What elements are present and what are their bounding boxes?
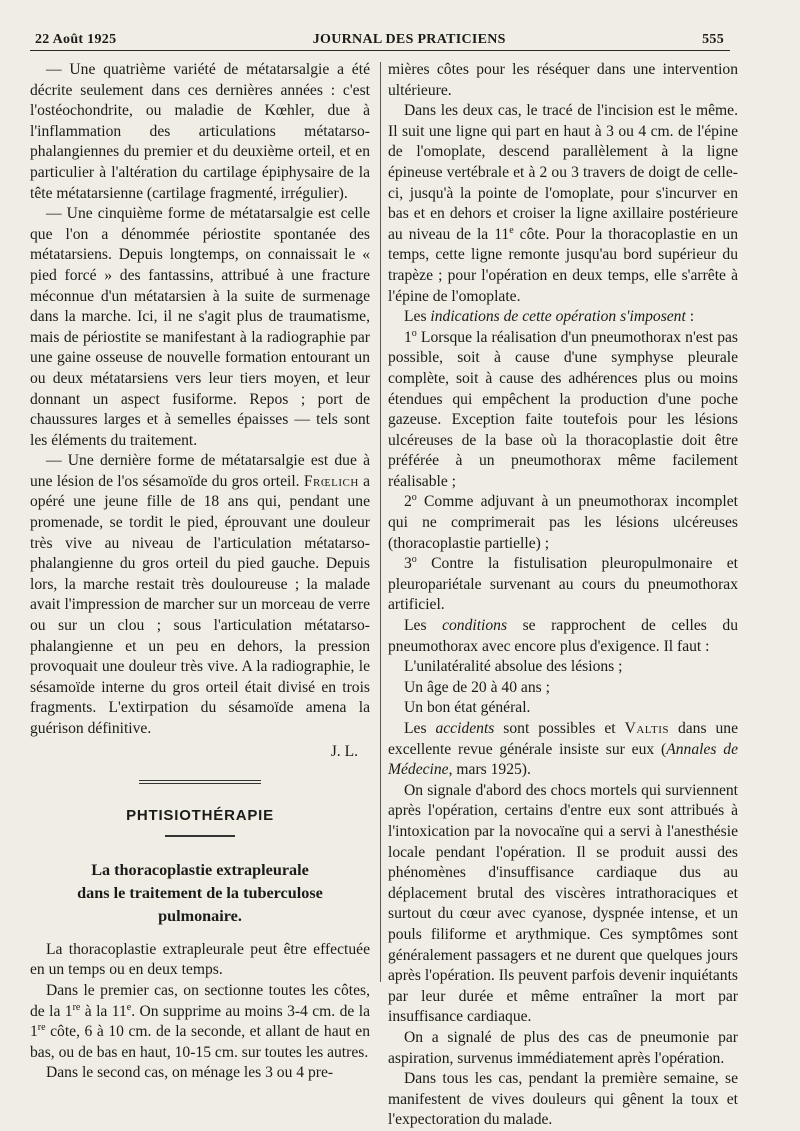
section-heading: PHTISIOTHÉRAPIE: [126, 807, 274, 825]
article-title-line-1: La thoracoplastie extrapleurale: [91, 860, 309, 879]
indication-item-3: [388, 554, 738, 616]
conditions-lead: Les: [404, 617, 427, 635]
paragraph-douleurs: Dans tous les cas, pendant la première semaine, se manifestent de vives douleurs qui gênent la toux et l'expectoration du malade.: [388, 1070, 738, 1129]
superscript-o-3: o: [411, 554, 417, 566]
indication-text-3: Contre la fistulisation pleuropulmonaire et pleuropariétale survenant au cours du pneumothorax artificiel.: [388, 555, 738, 614]
paragraph-continuation: mières côtes pour les réséquer dans une intervention ultérieure.: [388, 61, 738, 99]
article-title: [30, 859, 370, 928]
header-journal-title: JOURNAL DES PRATICIENS: [312, 32, 506, 47]
accidents-lead: Les: [404, 720, 427, 737]
accidents-text-3: , mars 1925).: [448, 761, 531, 779]
accidents-emphasis: accidents: [435, 720, 495, 737]
sesamoide-text-start: — Une dernière forme de métatarsalgie est due à une lésion de l'os sésamoïde du gros orteil.: [30, 452, 370, 490]
indication-number-3: 3: [404, 555, 412, 573]
incision-text-2: côte. Pour la thoracoplastie en un temps, cette ligne remonte jusqu'au bord supérieur du trapèze ; pour l'opération en deux temps, elle s'arrête à l'épine de l'omoplate.: [388, 225, 738, 305]
premier-cas-text-2: à la 11: [80, 1002, 127, 1020]
premier-cas-text-4: côte, 6 à 10 cm. de la seconde, et allant de haut en bas, ou de bas en haut, 10-15 cm. sur toutes les autres.: [30, 1023, 370, 1061]
left-column: [30, 60, 370, 1084]
superscript-e: e: [126, 1001, 132, 1013]
superscript-re: re: [72, 1001, 81, 1013]
paragraph-premier-cas: [30, 981, 370, 1063]
premier-cas-text-1: Dans le premier cas, on sectionne toutes les côtes, de la 1: [30, 981, 370, 1020]
article-intro: La thoracoplastie extrapleurale peut être effectuée en un temps ou en deux temps.: [30, 940, 370, 979]
author-name-froelich: Frœlich: [303, 472, 359, 490]
indication-number-1: 1: [404, 328, 412, 346]
indications-lead: Les: [404, 308, 427, 326]
section-divider-rule: [139, 780, 261, 784]
premier-cas-text-3: . On supprime au moins 3-4 cm. de la 1: [30, 1002, 370, 1041]
author-name-valtis: Valtis: [624, 720, 669, 737]
condition-item-3: Un bon état général.: [404, 699, 531, 717]
header-date: 22 Août 1925: [35, 32, 117, 47]
conditions-text: se rapprochent de celles du pneumothorax avec encore plus d'exigence. Il faut :: [388, 617, 738, 655]
indication-text-2: Comme adjuvant à un pneumothorax incomplet qui ne comprimerait pas les lésions ulcéreuses (thoracoplastie partielle) ;: [388, 493, 738, 552]
superscript-e-2: e: [509, 224, 514, 236]
paragraph-chocs: On signale d'abord des chocs mortels qui surviennent après l'opération, certains d'entre eux sont attribués à l'intoxication par la novocaïne qui a servi à l'anesthésie locale pendant l'opération. Il se produit aussi des phénomènes d'insuffisance cardiaque dus au déplacement brutal des viscères intrathoraciques et surtout du cœur avec cyanose, dyspnée intense, et un pouls filiforme et arythmique. Ces symptômes sont généralement passagers et ne durent que quelques jours après l'opération. Ils peuvent parfois devenir inquiétants par leur durée et même entraîner la mort par insuffisance cardiaque.: [388, 781, 738, 1026]
indications-colon: :: [685, 308, 695, 326]
right-column: [388, 60, 738, 1131]
article-title-line-2: dans le traitement de la tuberculose: [77, 883, 323, 902]
article-signature: J. L.: [330, 742, 358, 760]
paragraph-conditions: [388, 616, 738, 657]
running-header: [35, 30, 724, 50]
section-underline: [165, 835, 235, 837]
indication-item-1: [388, 328, 738, 493]
indication-text-1: Lorsque la réalisation d'un pneumothorax n'est pas possible, soit à cause d'une symphyse pleurale complète, soit à cause des adhérences plus ou moins étendues qui empêchent la production d'une poche gazeuse. Exception faite toutefois pour les lésions ulcéreuses de la base où la thoracoplastie doit être préférée à un pneumothorax même facilement réalisable ;: [388, 328, 738, 490]
paragraph-indications: [388, 307, 738, 328]
header-rule: [30, 50, 730, 51]
header-page-number: 555: [702, 32, 724, 47]
accidents-text-1: sont possibles et: [494, 720, 625, 737]
paragraph-pneumonie: On a signalé de plus des cas de pneumonie par aspiration, survenus immédiatement après l'opération.: [388, 1028, 738, 1067]
accidents-text-2: dans une excellente revue générale insiste sur eux (: [388, 720, 738, 758]
indications-emphasis: indications de cette opération s'imposent: [430, 308, 686, 326]
journal-reference: Annales de Médecine: [388, 740, 739, 779]
superscript-o-1: o: [411, 327, 417, 339]
condition-item-1: L'unilatéralité absolue des lésions ;: [404, 658, 623, 676]
article-title-line-3: pulmonaire.: [158, 906, 242, 925]
incision-text-1: Dans les deux cas, le tracé de l'incision est le même. Il suit une ligne qui part en haut à 3 ou 4 cm. de l'épine de l'omoplate, descend parallèlement à la ligne épineuse vertébrale et à 2 ou 3 travers de doigt de celle-ci, jusqu'à la pointe de l'omoplate, pour s'incurver en bas et en dehors et croiser la ligne axillaire postérieure au niveau de la 11: [388, 102, 738, 243]
paragraph-osteochondrite: — Une quatrième variété de métatarsalgie a été décrite seulement dans ces dernières années : c'est l'ostéochondrite, ou maladie de Kœhler, due à l'inflammation des articulations métatarso-phalangiennes du premier et du deuxième orteil, et en particulier à l'altération du cartilage épiphysaire de la tête métatarsienne (cartilage fragmenté, irrégulier).: [30, 61, 370, 202]
paragraph-incision: [388, 101, 738, 307]
paragraph-accidents: [388, 719, 738, 781]
superscript-re-2: re: [37, 1021, 46, 1033]
sesamoide-text-rest: a opéré une jeune fille de 18 ans qui, pendant une promenade, se tordit le pied, éprouvant une douleur très vive au niveau de l'articulation métatarso-phalangienne du gros orteil du pied gauche. Depuis lors, la marche restait très douloureuse ; la malade avait l'impression de marcher sur un morceau de verre ou sur un clou ; sous l'articulation métatarso-phalangienne et un peu en dehors, la pression provoquait une douleur très vive. A la radiographie, le sésamoïde interne du gros orteil était divisé en trois fragments. L'extirpation du sésamoïde amena la guérison définitive.: [30, 472, 370, 737]
paragraph-sesamoide: [30, 451, 370, 739]
paragraph-second-cas: Dans le second cas, on ménage les 3 ou 4 pre-: [46, 1064, 334, 1082]
conditions-emphasis: conditions: [442, 617, 508, 635]
indication-number-2: 2: [404, 493, 412, 511]
superscript-o-2: o: [411, 492, 417, 504]
column-divider: [380, 62, 381, 982]
paragraph-periostite: — Une cinquième forme de métatarsalgie est celle que l'on a dénommée périostite spontanée des métatarsiens. Depuis longtemps, on connaissait le « pied forcé » des fantassins, attribué à une fracture méconnue d'un métatarsien à la suite de surmenage dans la marche. Ici, il ne s'agit plus de traumatisme, mais de périostite se manifestant à la radiographie par une gaine osseuse de nouvelle formation entourant un ou deux métatarsiens vers leur tiers moyen, et leur donnant un aspect fusiforme. Repos ; port de chaussures larges et à semelles épaisses — tels sont les éléments du traitement.: [30, 205, 370, 449]
condition-item-2: Un âge de 20 à 40 ans ;: [404, 678, 550, 696]
indication-item-2: [388, 492, 738, 554]
